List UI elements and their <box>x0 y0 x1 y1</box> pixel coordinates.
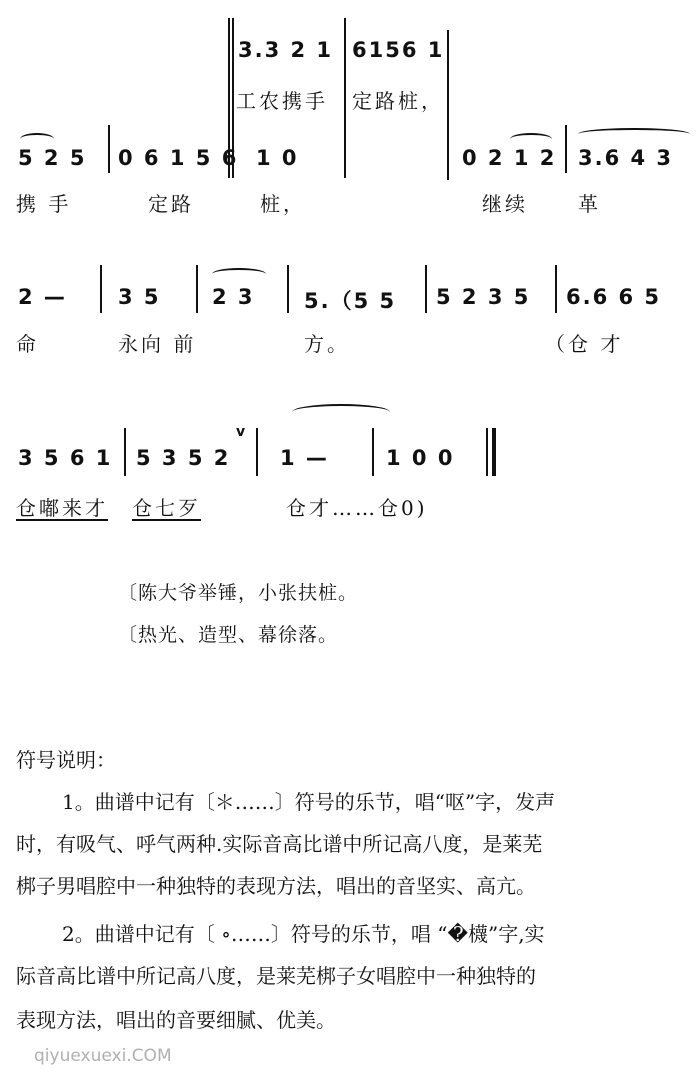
barline <box>447 30 449 180</box>
lyric-3: 仓才……仓0) <box>286 496 428 520</box>
notes-m4: 0 2 1 2 <box>462 146 557 170</box>
barline <box>344 18 346 178</box>
notes-paragraph: 梆子男唱腔中一种独特的表现方法，唱出的音坚实、高亢。 <box>16 874 536 898</box>
lyric-3: 方。 <box>304 332 350 356</box>
notes-m4: 5.（5 5 <box>304 289 397 313</box>
notes-m6: 6.6 6 5 <box>566 285 662 309</box>
notes-m2: 3 5 <box>118 285 161 309</box>
barline-final <box>492 428 496 476</box>
barline <box>124 428 126 476</box>
notes-paragraph: 2。曲谱中记有〔 ∘……〕符号的乐节，唱 “�櫗”字,实 <box>62 922 545 946</box>
slur <box>212 268 266 280</box>
upper-lyric-b: 定路桩， <box>352 89 444 113</box>
notes-m4: 1 0 0 <box>386 446 455 470</box>
barline <box>565 125 567 173</box>
notes-paragraph: 1。曲谱中记有〔＊……〕符号的乐节，唱“呕”字，发声 <box>62 790 556 814</box>
notes-m1: 5 2 5 <box>18 146 87 170</box>
barline <box>256 428 258 476</box>
slur <box>20 133 54 145</box>
notes-m5: 5 2 3 5 <box>436 285 531 309</box>
upper-notes-b: 6156 1 <box>352 38 445 62</box>
barline <box>196 265 198 313</box>
notes-m2: 0 6 1 5 6 <box>118 146 239 170</box>
notes-m5: 3.6 4 3 <box>578 146 674 170</box>
notes-m3: 1 — <box>280 446 329 470</box>
barline <box>100 265 102 313</box>
slur <box>510 133 552 145</box>
lyric-2: 永向 前 <box>118 332 197 356</box>
notes-m3: 2 3 <box>212 285 255 309</box>
notes-paragraph: 表现方法，唱出的音要细腻、优美。 <box>16 1008 336 1032</box>
watermark: qiyuexuexi.COM <box>34 1046 172 1066</box>
stage-direction: 〔热光、造型、幕徐落。 <box>118 624 339 646</box>
lyric-2: 定路 <box>148 192 194 216</box>
slur <box>292 404 390 420</box>
lyric-3: 桩， <box>260 192 306 216</box>
lyric-4: 继续 <box>482 192 528 216</box>
upper-lyric-a: 工农携手 <box>236 89 328 113</box>
notes-m3: 1 0 <box>256 146 299 170</box>
lyric-1: 命 <box>16 332 39 356</box>
barline <box>108 125 110 173</box>
lyric-1: 仓嘟来才 <box>16 496 108 520</box>
barline <box>372 428 374 476</box>
slur <box>578 128 690 140</box>
barline <box>287 265 289 313</box>
notes-paragraph: 际音高比谱中所记高八度，是莱芜梆子女唱腔中一种独特的 <box>16 964 536 988</box>
upper-notes-a: 3.3 2 1 <box>238 38 334 62</box>
lyric-1: 携 手 <box>16 192 72 216</box>
breath-mark: v <box>236 424 248 440</box>
barline-final <box>486 428 488 476</box>
notes-m1: 3 5 6 1 <box>18 446 113 470</box>
barline <box>555 265 557 313</box>
notes-paragraph: 时，有吸气、呼气两种.实际音高比谱中所记高八度，是莱芜 <box>16 832 543 856</box>
lyric-4: （仓 才 <box>545 332 624 356</box>
notes-m1: 2 — <box>18 285 67 309</box>
notes-m2: 5 3 5 2 <box>136 446 231 470</box>
stage-direction: 〔陈大爷举锤，小张扶桩。 <box>118 582 359 604</box>
lyric-5: 革 <box>578 192 601 216</box>
lyric-2: 仓七歹 <box>132 496 201 520</box>
barline <box>425 265 427 313</box>
notes-title: 符号说明： <box>16 748 116 772</box>
